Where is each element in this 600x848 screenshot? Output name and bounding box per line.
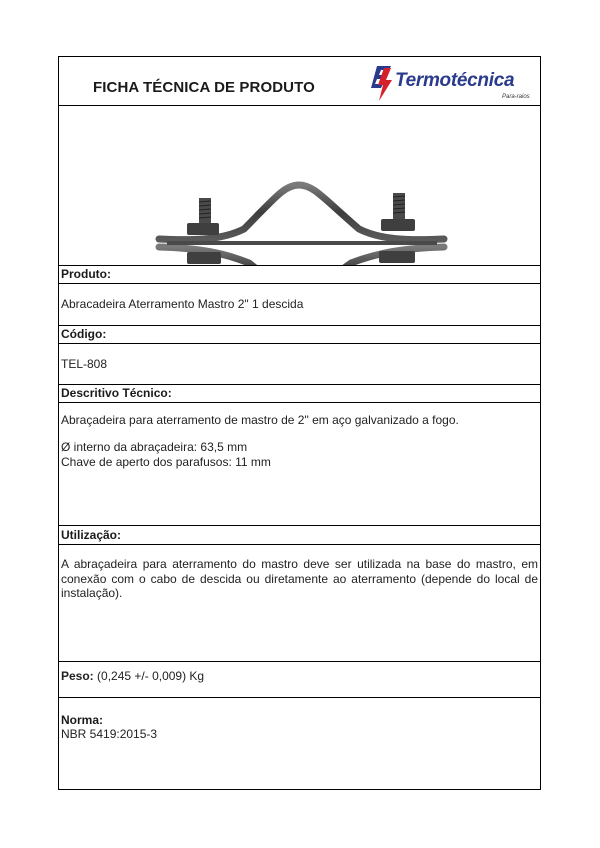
descritivo-label: Descritivo Técnico:: [61, 386, 172, 400]
datasheet-header: [59, 57, 540, 105]
page-title: FICHA TÉCNICA DE PRODUTO: [93, 79, 315, 96]
codigo-label: Código:: [61, 327, 107, 341]
produto-value: Abracadeira Aterramento Mastro 2" 1 descida: [61, 297, 304, 311]
logo-tagline: Para-raios: [502, 94, 530, 100]
termotecnica-logo: [369, 63, 539, 103]
norma-label: Norma:: [61, 713, 104, 727]
logo-wordmark: Termotécnica: [395, 70, 515, 91]
descritivo-line-3: Chave de aperto dos parafusos: 11 mm: [61, 455, 271, 469]
peso-label: Peso:: [61, 669, 94, 683]
utilizacao-label: Utilização:: [61, 528, 122, 542]
peso-row: [61, 669, 204, 683]
peso-value: (0,245 +/- 0,009) Kg: [97, 669, 205, 683]
descritivo-line-2: Ø interno da abraçadeira: 63,5 mm: [61, 440, 248, 454]
norma-value: NBR 5419:2015-3: [61, 727, 158, 741]
product-image-area: [59, 105, 540, 265]
codigo-value: TEL-808: [61, 357, 108, 371]
utilizacao-value: A abraçadeira para aterramento do mastro deve ser utilizada na base do mastro, em conexão com o cabo de descida ou diretamente ao aterramento (depende do local de instalação).: [61, 557, 538, 600]
descritivo-line-1: Abraçadeira para aterramento de mastro de 2" em aço galvanizado a fogo.: [61, 413, 459, 427]
clamp-photo: [59, 105, 542, 265]
product-datasheet: [58, 56, 541, 790]
produto-label: Produto:: [61, 267, 111, 281]
